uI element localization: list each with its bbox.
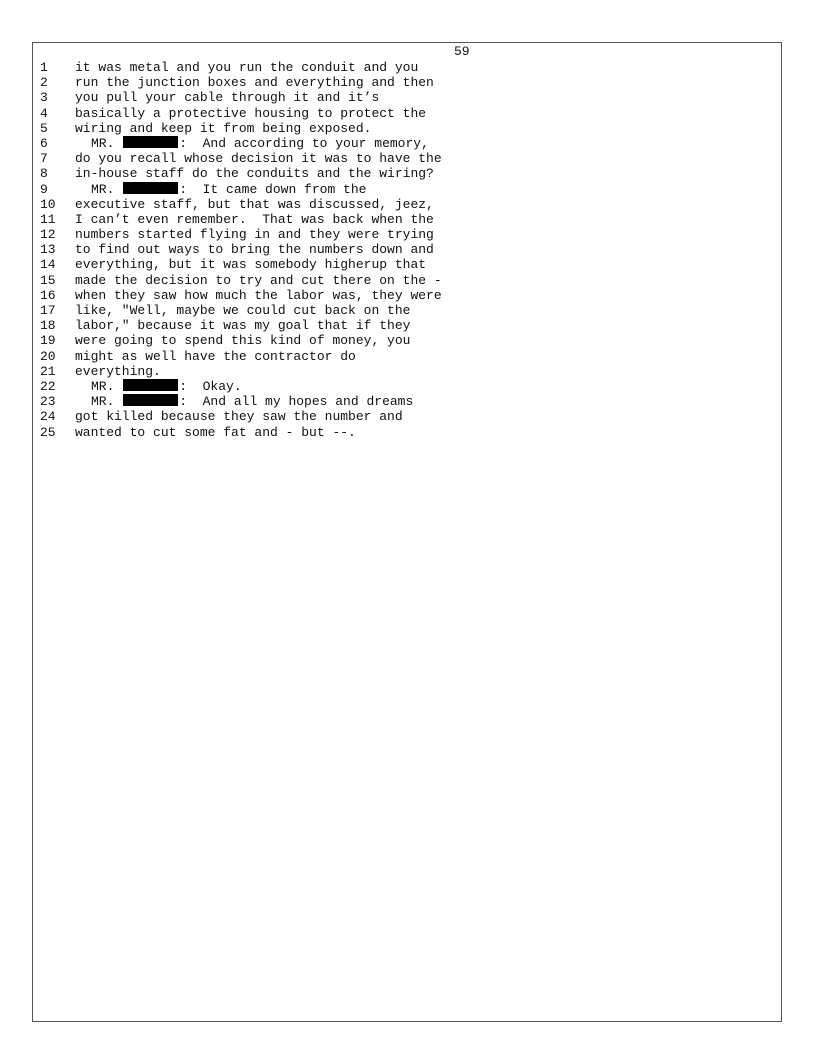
line-text: It came down from the (187, 181, 367, 197)
transcript-line (40, 136, 770, 151)
line-text: And all my hopes and dreams (187, 394, 414, 410)
line-text: run the junction boxes and everything and then (75, 75, 434, 91)
speaker-suffix: : (179, 394, 188, 410)
transcript-line (40, 425, 770, 440)
line-text: basically a protective housing to protect the (75, 105, 427, 121)
line-text: it was metal and you run the conduit and you (75, 60, 419, 75)
transcript-line (40, 318, 770, 333)
line-text: And according to your memory, (187, 135, 429, 151)
speaker-suffix: : (179, 181, 188, 197)
line-number: 12 (40, 227, 56, 243)
line-number: 14 (40, 257, 56, 273)
transcript-line (40, 212, 770, 227)
line-number: 5 (40, 120, 48, 136)
line-text: to find out ways to bring the numbers down and (75, 242, 434, 258)
line-number: 13 (40, 242, 56, 258)
line-number: 22 (40, 378, 56, 394)
line-text: everything. (75, 363, 161, 379)
line-number: 15 (40, 272, 56, 288)
line-text: wanted to cut some fat and - but --. (75, 424, 356, 440)
line-text: everything, but it was somebody higherup that (75, 257, 427, 273)
transcript-line (40, 364, 770, 379)
line-number: 7 (40, 151, 48, 167)
transcript-line (40, 257, 770, 272)
transcript-line (40, 75, 770, 90)
line-text: got killed because they saw the number and (75, 409, 403, 425)
line-text: labor," because it was my goal that if they (75, 318, 411, 334)
transcript-line (40, 394, 770, 409)
transcript-line (40, 60, 770, 75)
redaction-bar (123, 394, 178, 406)
line-text: made the decision to try and cut there on the - (75, 272, 442, 288)
line-number: 6 (40, 135, 48, 151)
line-text: when they saw how much the labor was, they were (75, 287, 442, 303)
speaker-line (91, 182, 366, 197)
line-text: you pull your cable through it and it’s (75, 90, 380, 106)
line-number: 17 (40, 303, 56, 318)
transcript-line (40, 197, 770, 212)
line-text: like, "Well, maybe we could cut back on the (75, 303, 411, 318)
transcript-line (40, 379, 770, 394)
transcript-line (40, 409, 770, 424)
transcript-line (40, 166, 770, 181)
line-text: were going to spend this kind of money, you (75, 333, 411, 349)
transcript-line (40, 288, 770, 303)
line-number: 2 (40, 75, 48, 91)
line-number: 16 (40, 287, 56, 303)
page-number: 59 (454, 44, 470, 59)
transcript-line (40, 151, 770, 166)
line-text: might as well have the contractor do (75, 348, 356, 364)
line-number: 25 (40, 424, 56, 440)
redaction-bar (123, 379, 178, 391)
line-number: 24 (40, 409, 56, 425)
transcript-line (40, 90, 770, 105)
transcript-line (40, 333, 770, 348)
transcript-line (40, 121, 770, 136)
line-number: 10 (40, 196, 56, 212)
speaker-prefix: MR. (91, 394, 115, 410)
line-number: 4 (40, 105, 48, 121)
transcript-line (40, 303, 770, 318)
line-number: 11 (40, 211, 56, 227)
line-number: 18 (40, 318, 56, 334)
line-number: 19 (40, 333, 56, 349)
redaction-bar (123, 182, 178, 194)
speaker-suffix: : (179, 135, 188, 151)
line-text: I can’t even remember. That was back when the (75, 211, 434, 227)
line-number: 9 (40, 181, 48, 197)
line-number: 3 (40, 90, 48, 106)
speaker-prefix: MR. (91, 181, 115, 197)
line-number: 23 (40, 394, 56, 410)
speaker-line (91, 379, 242, 394)
line-text: wiring and keep it from being exposed. (75, 120, 372, 136)
transcript-line (40, 106, 770, 121)
speaker-prefix: MR. (91, 378, 115, 394)
transcript-body (40, 60, 770, 440)
line-text: executive staff, but that was discussed, jeez, (75, 196, 434, 212)
transcript-line (40, 242, 770, 257)
speaker-suffix: : (179, 378, 188, 394)
speaker-line (91, 394, 413, 409)
transcript-line (40, 182, 770, 197)
line-number: 1 (40, 60, 48, 75)
transcript-line (40, 349, 770, 364)
line-text: in-house staff do the conduits and the wiring? (75, 166, 434, 182)
line-number: 20 (40, 348, 56, 364)
line-number: 21 (40, 363, 56, 379)
speaker-line (91, 136, 429, 151)
transcript-line (40, 227, 770, 242)
line-text: Okay. (187, 378, 242, 394)
speaker-prefix: MR. (91, 135, 115, 151)
line-number: 8 (40, 166, 48, 182)
redaction-bar (123, 136, 178, 148)
transcript-line (40, 273, 770, 288)
line-text: do you recall whose decision it was to have the (75, 151, 442, 167)
line-text: numbers started flying in and they were trying (75, 227, 434, 243)
